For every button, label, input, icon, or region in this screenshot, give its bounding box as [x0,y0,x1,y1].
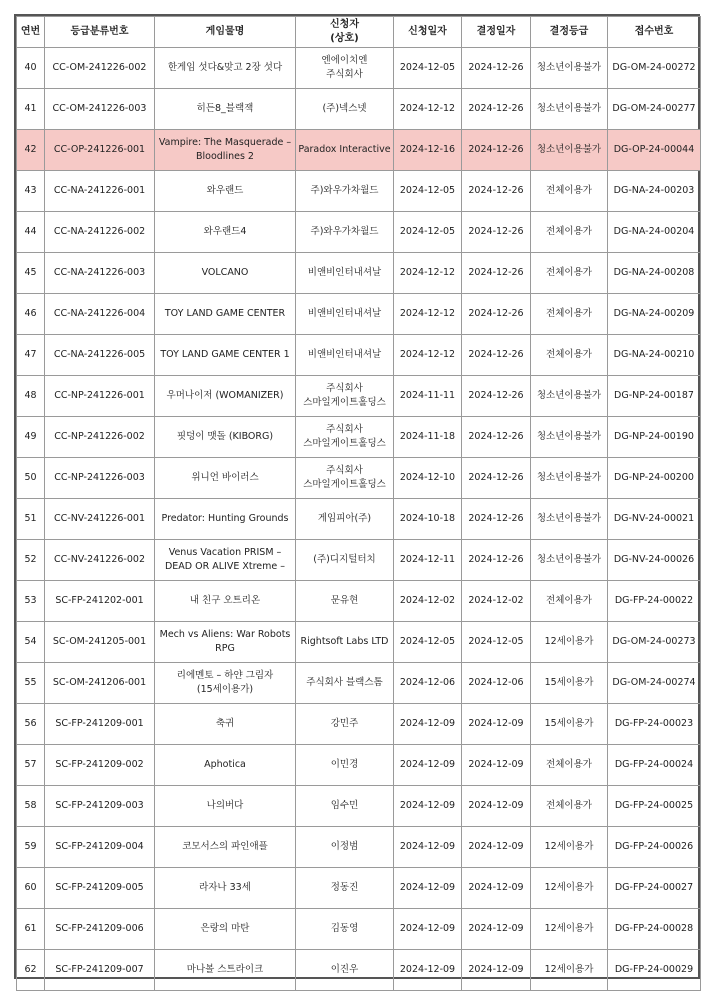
row-game-title: 한게임 섯다&맞고 2장 섯다 [155,48,296,89]
row-no: 62 [17,950,45,991]
row-receipt-number: DG-NV-24-00021 [608,499,701,540]
row-receipt-number: DG-NA-24-00203 [608,171,701,212]
header-game-title: 게임물명 [155,17,296,48]
row-receipt-number: DG-FP-24-00029 [608,950,701,991]
row-game-title: Aphotica [155,745,296,786]
table-row [17,499,701,540]
row-apply-date: 2024-12-09 [394,909,462,950]
row-classification-number: SC-FP-241209-001 [45,704,155,745]
row-receipt-number: DG-OM-24-00273 [608,622,701,663]
row-game-title: Mech vs Aliens: War Robots RPG [155,622,296,663]
table-row [17,786,701,827]
row-game-title: 히든8_블랙잭 [155,89,296,130]
row-apply-date: 2024-12-09 [394,868,462,909]
row-game-title: 내 친구 오트리온 [155,581,296,622]
row-applicant: 게임피아(주) [296,499,394,540]
row-rating: 12세이용가 [531,868,608,909]
row-game-title: 핏덩이 맷돌 (KIBORG) [155,417,296,458]
row-apply-date: 2024-12-02 [394,581,462,622]
row-applicant: 정동진 [296,868,394,909]
row-no: 41 [17,89,45,130]
row-no: 47 [17,335,45,376]
table-row [17,868,701,909]
row-receipt-number: DG-NP-24-00190 [608,417,701,458]
table-row [17,253,701,294]
row-rating: 15세이용가 [531,663,608,704]
row-applicant: 임수민 [296,786,394,827]
row-applicant: 주식회사 스마일게이트홀딩스 [296,458,394,499]
row-classification-number: CC-NP-241226-003 [45,458,155,499]
row-rating: 15세이용가 [531,704,608,745]
row-decision-date: 2024-12-26 [462,89,531,130]
row-apply-date: 2024-12-09 [394,745,462,786]
row-game-title: Vampire: The Masquerade – Bloodlines 2 [155,130,296,171]
row-decision-date: 2024-12-09 [462,827,531,868]
table-row [17,130,701,171]
row-apply-date: 2024-12-09 [394,827,462,868]
row-rating: 전체이용가 [531,253,608,294]
row-applicant: 강민주 [296,704,394,745]
row-apply-date: 2024-11-11 [394,376,462,417]
row-game-title: 와우랜드4 [155,212,296,253]
table-row [17,909,701,950]
row-classification-number: SC-FP-241209-006 [45,909,155,950]
row-classification-number: CC-NV-241226-002 [45,540,155,581]
rating-table [16,16,701,991]
row-apply-date: 2024-12-09 [394,786,462,827]
row-no: 53 [17,581,45,622]
table-row [17,458,701,499]
table-row [17,950,701,991]
row-rating: 전체이용가 [531,171,608,212]
table-row [17,745,701,786]
table-row [17,663,701,704]
row-apply-date: 2024-12-10 [394,458,462,499]
row-applicant: 주)와우가차월드 [296,171,394,212]
row-receipt-number: DG-FP-24-00025 [608,786,701,827]
row-rating: 전체이용가 [531,335,608,376]
row-game-title: 축귀 [155,704,296,745]
row-game-title: 나의버다 [155,786,296,827]
row-receipt-number: DG-NA-24-00208 [608,253,701,294]
row-classification-number: CC-NA-241226-003 [45,253,155,294]
row-classification-number: CC-NP-241226-001 [45,376,155,417]
row-receipt-number: DG-NV-24-00026 [608,540,701,581]
row-receipt-number: DG-FP-24-00023 [608,704,701,745]
row-rating: 청소년이용불가 [531,499,608,540]
row-decision-date: 2024-12-09 [462,950,531,991]
row-classification-number: SC-OM-241205-001 [45,622,155,663]
row-decision-date: 2024-12-26 [462,458,531,499]
row-applicant: 주)와우가차월드 [296,212,394,253]
row-game-title: Predator: Hunting Grounds [155,499,296,540]
row-classification-number: SC-FP-241209-003 [45,786,155,827]
row-apply-date: 2024-12-05 [394,171,462,212]
row-rating: 전체이용가 [531,212,608,253]
row-apply-date: 2024-12-12 [394,89,462,130]
row-apply-date: 2024-12-05 [394,622,462,663]
row-classification-number: CC-NA-241226-001 [45,171,155,212]
row-applicant: (주)디지털터치 [296,540,394,581]
row-applicant: 비앤비인터내셔날 [296,335,394,376]
row-no: 61 [17,909,45,950]
row-game-title: 위니언 바이러스 [155,458,296,499]
row-decision-date: 2024-12-09 [462,909,531,950]
table-row [17,294,701,335]
row-classification-number: CC-OM-241226-003 [45,89,155,130]
row-applicant: 문유현 [296,581,394,622]
row-decision-date: 2024-12-26 [462,335,531,376]
row-rating: 12세이용가 [531,827,608,868]
row-no: 46 [17,294,45,335]
row-no: 40 [17,48,45,89]
row-game-title: TOY LAND GAME CENTER 1 [155,335,296,376]
row-rating: 전체이용가 [531,294,608,335]
header-rating: 결정등급 [531,17,608,48]
row-receipt-number: DG-FP-24-00026 [608,827,701,868]
row-classification-number: CC-OP-241226-001 [45,130,155,171]
row-no: 42 [17,130,45,171]
row-receipt-number: DG-NP-24-00200 [608,458,701,499]
row-no: 48 [17,376,45,417]
row-classification-number: SC-FP-241209-005 [45,868,155,909]
row-apply-date: 2024-12-12 [394,294,462,335]
row-decision-date: 2024-12-06 [462,663,531,704]
row-game-title: VOLCANO [155,253,296,294]
table-row [17,89,701,130]
row-game-title: Venus Vacation PRISM – DEAD OR ALIVE Xtreme – [155,540,296,581]
row-decision-date: 2024-12-26 [462,130,531,171]
row-decision-date: 2024-12-05 [462,622,531,663]
row-no: 57 [17,745,45,786]
row-game-title: 우머나이저 (WOMANIZER) [155,376,296,417]
row-apply-date: 2024-12-06 [394,663,462,704]
table-row [17,540,701,581]
row-rating: 청소년이용불가 [531,130,608,171]
row-game-title: 은랑의 마탄 [155,909,296,950]
row-rating: 전체이용가 [531,745,608,786]
row-applicant: 주식회사 블랙스톰 [296,663,394,704]
row-apply-date: 2024-12-16 [394,130,462,171]
row-apply-date: 2024-12-12 [394,335,462,376]
row-apply-date: 2024-10-18 [394,499,462,540]
row-rating: 청소년이용불가 [531,89,608,130]
table-row [17,581,701,622]
row-apply-date: 2024-12-09 [394,704,462,745]
row-receipt-number: DG-FP-24-00027 [608,868,701,909]
row-decision-date: 2024-12-26 [462,212,531,253]
header-applicant: 신청자 (상호) [296,17,394,48]
header-no: 연번 [17,17,45,48]
row-decision-date: 2024-12-26 [462,376,531,417]
row-classification-number: CC-NA-241226-004 [45,294,155,335]
row-applicant: Paradox Interactive [296,130,394,171]
row-applicant: (주)넥스넷 [296,89,394,130]
row-game-title: 와우랜드 [155,171,296,212]
row-applicant: Rightsoft Labs LTD [296,622,394,663]
row-receipt-number: DG-OM-24-00272 [608,48,701,89]
row-decision-date: 2024-12-26 [462,48,531,89]
row-applicant: 주식회사 스마일게이트홀딩스 [296,376,394,417]
row-decision-date: 2024-12-26 [462,294,531,335]
table-header-row [17,17,701,48]
row-no: 44 [17,212,45,253]
row-game-title: 라자나 33세 [155,868,296,909]
row-receipt-number: DG-NA-24-00204 [608,212,701,253]
row-decision-date: 2024-12-26 [462,540,531,581]
table-row [17,827,701,868]
row-classification-number: SC-FP-241202-001 [45,581,155,622]
table-row [17,417,701,458]
row-rating: 청소년이용불가 [531,417,608,458]
row-no: 59 [17,827,45,868]
table-row [17,335,701,376]
row-applicant: 엔에이치엔 주식회사 [296,48,394,89]
row-classification-number: SC-FP-241209-002 [45,745,155,786]
row-no: 43 [17,171,45,212]
row-receipt-number: DG-OM-24-00274 [608,663,701,704]
row-classification-number: CC-NP-241226-002 [45,417,155,458]
row-apply-date: 2024-11-18 [394,417,462,458]
row-rating: 청소년이용불가 [531,458,608,499]
table-body [17,48,701,991]
row-classification-number: SC-OM-241206-001 [45,663,155,704]
row-receipt-number: DG-FP-24-00022 [608,581,701,622]
row-rating: 12세이용가 [531,950,608,991]
row-applicant: 주식회사 스마일게이트홀딩스 [296,417,394,458]
row-game-title: TOY LAND GAME CENTER [155,294,296,335]
row-game-title: 리에멘토 – 하얀 그림자 (15세이용가) [155,663,296,704]
row-apply-date: 2024-12-12 [394,253,462,294]
row-classification-number: CC-NA-241226-002 [45,212,155,253]
row-classification-number: SC-FP-241209-004 [45,827,155,868]
header-classification-number: 등급분류번호 [45,17,155,48]
row-rating: 청소년이용불가 [531,540,608,581]
row-rating: 12세이용가 [531,909,608,950]
row-rating: 청소년이용불가 [531,376,608,417]
row-no: 50 [17,458,45,499]
row-rating: 전체이용가 [531,581,608,622]
row-receipt-number: DG-OP-24-00044 [608,130,701,171]
row-classification-number: CC-OM-241226-002 [45,48,155,89]
row-decision-date: 2024-12-02 [462,581,531,622]
row-no: 51 [17,499,45,540]
row-rating: 청소년이용불가 [531,48,608,89]
row-receipt-number: DG-NP-24-00187 [608,376,701,417]
row-receipt-number: DG-OM-24-00277 [608,89,701,130]
row-applicant: 이진우 [296,950,394,991]
table-row [17,212,701,253]
row-no: 49 [17,417,45,458]
row-classification-number: CC-NV-241226-001 [45,499,155,540]
row-no: 55 [17,663,45,704]
row-classification-number: SC-FP-241209-007 [45,950,155,991]
row-applicant: 김동영 [296,909,394,950]
row-no: 52 [17,540,45,581]
table-row [17,622,701,663]
row-applicant: 비앤비인터내셔날 [296,294,394,335]
row-game-title: 마나볼 스트라이크 [155,950,296,991]
row-apply-date: 2024-12-11 [394,540,462,581]
row-no: 45 [17,253,45,294]
row-decision-date: 2024-12-09 [462,868,531,909]
row-receipt-number: DG-NA-24-00209 [608,294,701,335]
row-decision-date: 2024-12-09 [462,704,531,745]
rating-table-sheet [14,14,700,979]
table-row [17,171,701,212]
row-rating: 전체이용가 [531,786,608,827]
row-no: 56 [17,704,45,745]
row-applicant: 비앤비인터내셔날 [296,253,394,294]
row-rating: 12세이용가 [531,622,608,663]
table-row [17,704,701,745]
header-apply-date: 신청일자 [394,17,462,48]
row-decision-date: 2024-12-26 [462,171,531,212]
table-row [17,376,701,417]
row-decision-date: 2024-12-26 [462,417,531,458]
row-game-title: 코모서스의 파인애플 [155,827,296,868]
row-receipt-number: DG-FP-24-00024 [608,745,701,786]
header-receipt-number: 접수번호 [608,17,701,48]
row-apply-date: 2024-12-09 [394,950,462,991]
row-applicant: 이정범 [296,827,394,868]
row-receipt-number: DG-NA-24-00210 [608,335,701,376]
row-apply-date: 2024-12-05 [394,48,462,89]
row-decision-date: 2024-12-26 [462,253,531,294]
row-no: 60 [17,868,45,909]
row-decision-date: 2024-12-09 [462,745,531,786]
row-no: 58 [17,786,45,827]
row-receipt-number: DG-FP-24-00028 [608,909,701,950]
row-applicant: 이민경 [296,745,394,786]
row-no: 54 [17,622,45,663]
row-apply-date: 2024-12-05 [394,212,462,253]
row-decision-date: 2024-12-09 [462,786,531,827]
row-decision-date: 2024-12-26 [462,499,531,540]
header-decision-date: 결정일자 [462,17,531,48]
table-row [17,48,701,89]
row-classification-number: CC-NA-241226-005 [45,335,155,376]
